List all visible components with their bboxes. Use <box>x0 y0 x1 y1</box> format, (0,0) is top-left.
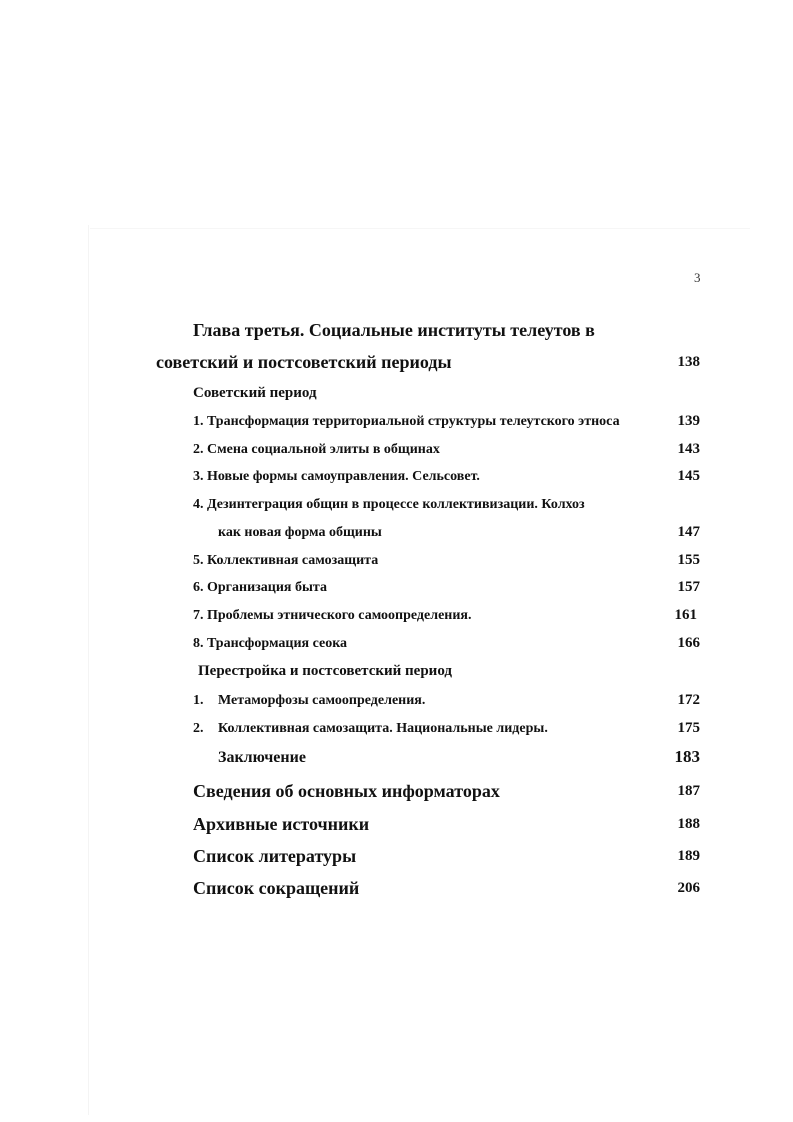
chapter-page: 138 <box>677 354 700 370</box>
chapter-title-line1: Глава третья. Социальные институты телеутов в <box>193 320 595 340</box>
toc-archives-page: 188 <box>677 816 700 832</box>
toc-item: 1. Трансформация территориальной структуры телеутского этноса <box>193 414 620 429</box>
toc-item-page: 166 <box>677 635 700 651</box>
toc-item: 3. Новые формы самоуправления. Сельсовет. <box>193 469 480 484</box>
toc-item-page: 155 <box>677 552 700 568</box>
toc-abbreviations-page: 206 <box>677 880 700 896</box>
toc-item: 7. Проблемы этнического самоопределения. <box>193 608 472 623</box>
page-number: 3 <box>694 270 701 285</box>
toc-literature: Список литературы <box>193 846 357 866</box>
toc-informants-page: 187 <box>677 783 700 799</box>
toc-archives: Архивные источники <box>193 814 370 834</box>
toc-literature-page: 189 <box>677 848 700 864</box>
scan-edge <box>90 228 750 229</box>
toc-item: 8. Трансформация сеока <box>193 636 348 651</box>
scan-edge <box>88 225 89 1115</box>
toc-item: 6. Организация быта <box>193 580 327 595</box>
toc-item-continuation: как новая форма общины <box>218 525 382 540</box>
toc-item: 2. Смена социальной элиты в общинах <box>193 442 440 457</box>
toc-conclusion-page: 183 <box>674 747 700 766</box>
toc-conclusion: Заключение <box>218 749 306 766</box>
toc-item: 5. Коллективная самозащита <box>193 553 379 568</box>
toc-item-number: 1. <box>193 693 204 708</box>
toc-item-page: 139 <box>677 413 700 429</box>
toc-abbreviations: Список сокращений <box>193 878 360 898</box>
toc-item: Коллективная самозащита. Национальные лидеры. <box>218 721 548 736</box>
toc-item: 4. Дезинтеграция общин в процессе коллективизации. Колхоз <box>193 497 585 512</box>
toc-item-page: 147 <box>677 524 700 540</box>
toc-informants: Сведения об основных информаторах <box>193 781 500 801</box>
toc-item-page: 145 <box>677 468 700 484</box>
section-heading-perestroika: Перестройка и постсоветский период <box>198 663 452 679</box>
toc-item: Метаморфозы самоопределения. <box>218 693 426 708</box>
toc-item-page: 143 <box>677 441 700 457</box>
toc-item-page: 175 <box>677 720 700 736</box>
toc-item-page: 161 <box>674 607 697 623</box>
toc-item-page: 172 <box>677 692 700 708</box>
section-heading-soviet: Советский период <box>193 385 317 401</box>
chapter-title-line2: советский и постсоветский периоды <box>156 352 452 372</box>
toc-item-page: 157 <box>677 579 700 595</box>
toc-item-number: 2. <box>193 721 204 736</box>
